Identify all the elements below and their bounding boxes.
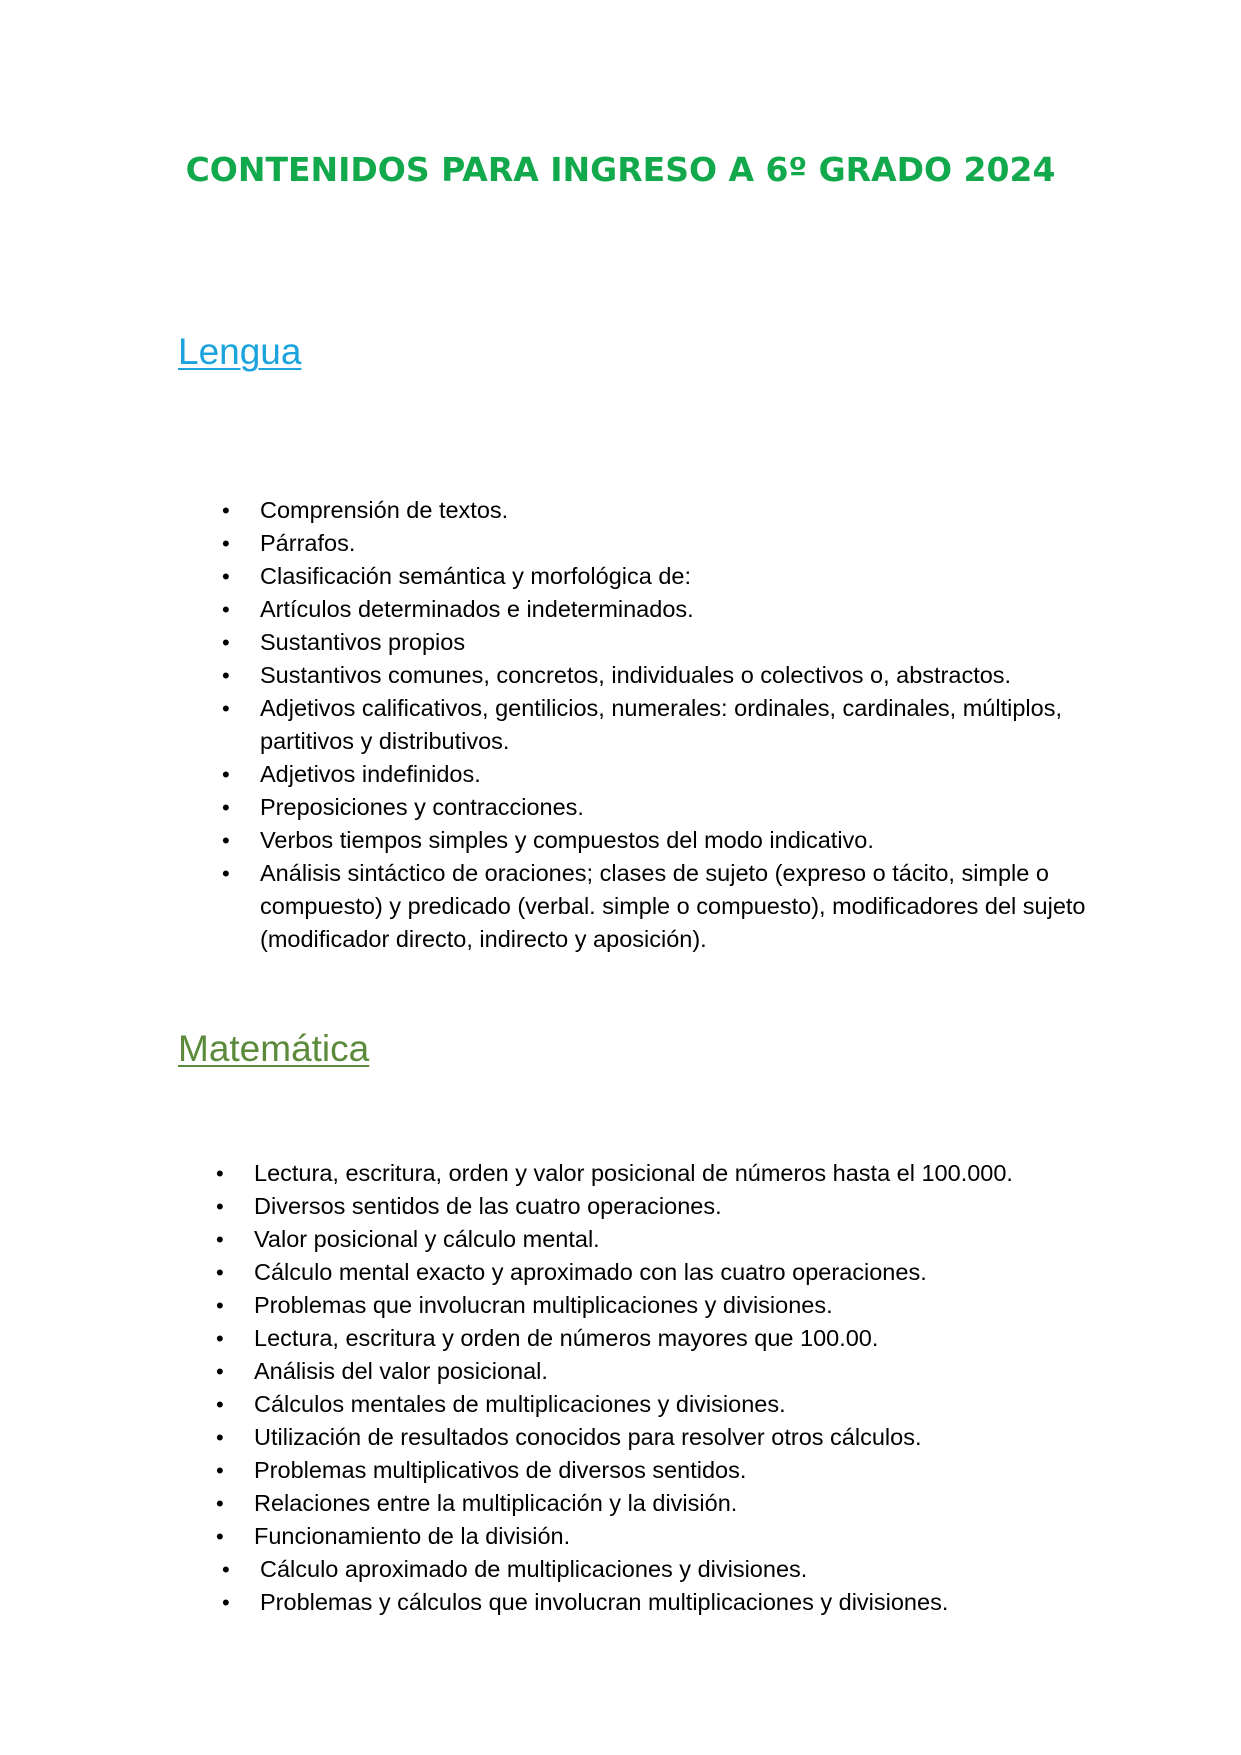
section-heading-lengua: Lengua [178,331,302,372]
list-item: • Relaciones entre la multiplicación y la división. [212,1487,1112,1520]
list-item: • Cálculo mental exacto y aproximado con las cuatro operaciones. [212,1256,1112,1289]
list-item: • Problemas multiplicativos de diversos sentidos. [212,1454,1112,1487]
list-item: • Sustantivos comunes, concretos, individuales o colectivos o, abstractos. [218,659,1118,692]
list-item: • Análisis sintáctico de oraciones; clases de sujeto (expreso o tácito, simple o compuesto) y predicado (verbal. simple o compuesto), modificadores del sujeto (modificador directo, indirecto y aposición). [218,857,1118,956]
document-title: CONTENIDOS PARA INGRESO A 6º GRADO 2024 [185,150,1056,189]
list-item: • Adjetivos calificativos, gentilicios, numerales: ordinales, cardinales, múltiplos, partitivos y distributivos. [218,692,1118,758]
section-heading-matematica: Matemática [178,1028,370,1069]
list-item: • Problemas y cálculos que involucran multiplicaciones y divisiones. [212,1586,1112,1619]
list-item: • Análisis del valor posicional. [212,1355,1112,1388]
list-item: • Adjetivos indefinidos. [218,758,1118,791]
list-item: • Clasificación semántica y morfológica de: [218,560,1118,593]
list-item: • Lectura, escritura, orden y valor posicional de números hasta el 100.000. [212,1157,1112,1190]
list-item: • Cálculos mentales de multiplicaciones y divisiones. [212,1388,1112,1421]
lengua-content-list [218,494,1118,956]
list-item: • Sustantivos propios [218,626,1118,659]
list-item: • Diversos sentidos de las cuatro operaciones. [212,1190,1112,1223]
list-item: • Funcionamiento de la división. [212,1520,1112,1553]
list-item: • Preposiciones y contracciones. [218,791,1118,824]
list-item: • Artículos determinados e indeterminados. [218,593,1118,626]
list-item: • Párrafos. [218,527,1118,560]
list-item: • Cálculo aproximado de multiplicaciones y divisiones. [212,1553,1112,1586]
list-item: • Comprensión de textos. [218,494,1118,527]
list-item: • Verbos tiempos simples y compuestos del modo indicativo. [218,824,1118,857]
list-item: • Lectura, escritura y orden de números mayores que 100.00. [212,1322,1112,1355]
list-item: • Problemas que involucran multiplicaciones y divisiones. [212,1289,1112,1322]
list-item: • Utilización de resultados conocidos para resolver otros cálculos. [212,1421,1112,1454]
list-item: • Valor posicional y cálculo mental. [212,1223,1112,1256]
matematica-content-list [212,1157,1112,1619]
